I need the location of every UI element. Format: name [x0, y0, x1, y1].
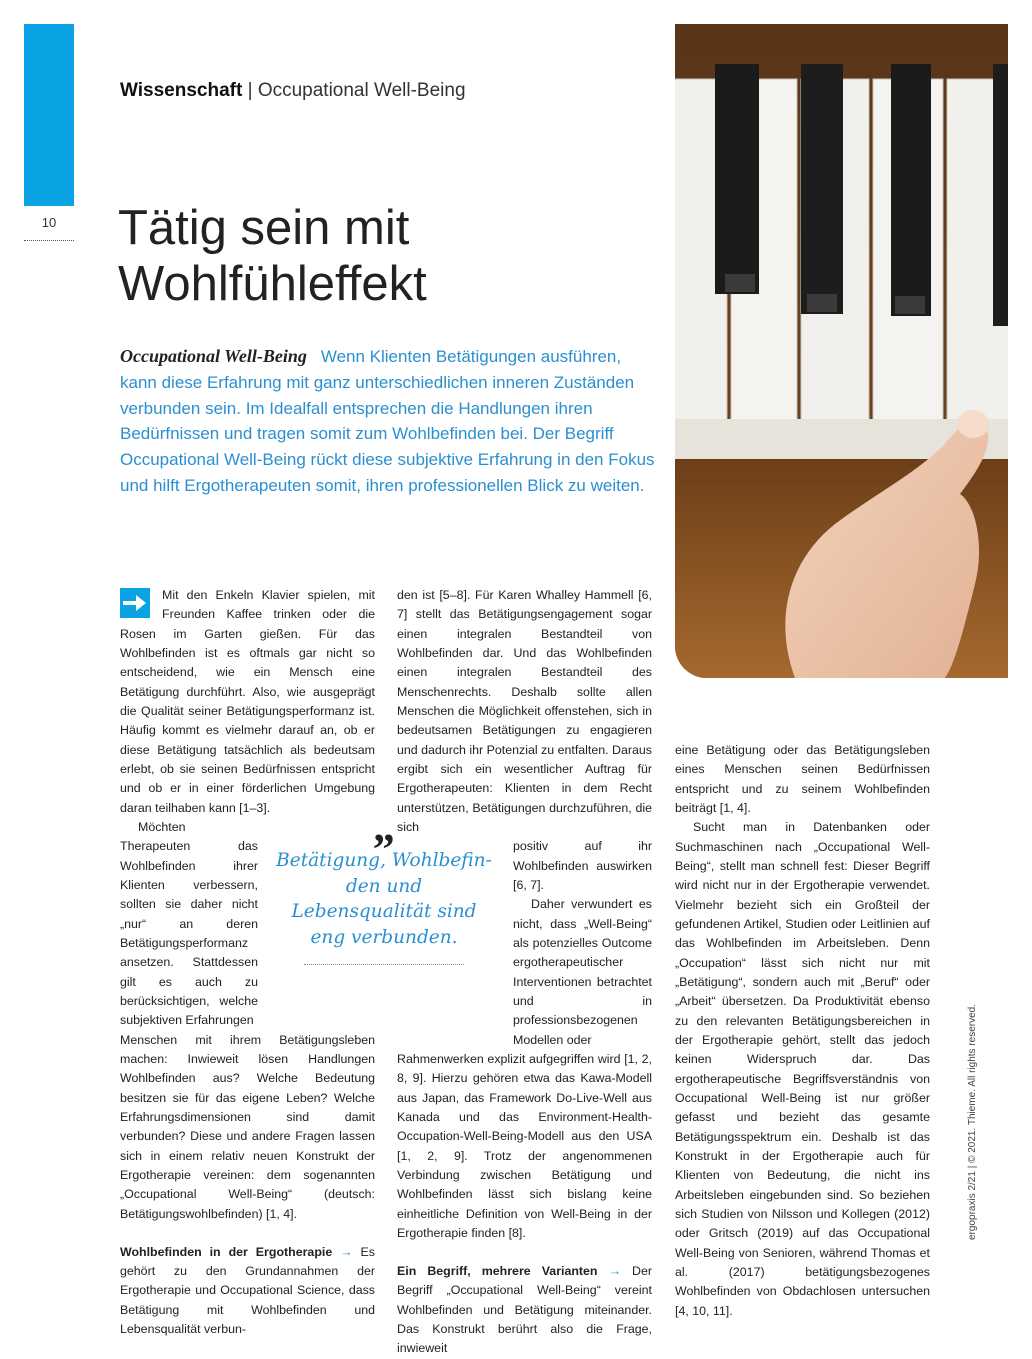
- section-topic: Occupational Well-Being: [257, 80, 466, 101]
- col2-paragraph-4: Rahmenwerken explizit aufgegriffen wird [1, 2, 8, 9]. Hierzu gehören etwa das Kawa-Modell aus Japan, das Framework Do-Live-Well aus Kanada und das Environment-Health-Occupation-Well-Being-Modell aus den USA [1, 2, 9]. Trotz der angenommenen Verbindung zwischen Betätigung und Wohlbefinden lässt sich bislang keine einheitliche Definition von Well-Being in der Ergotherapie finden [8].: [397, 1051, 652, 1240]
- lead-kicker: Occupational Well-Being: [120, 346, 307, 366]
- title-line-1: Tätig sein mit: [118, 201, 410, 255]
- pull-quote-text: Betätigung, Wohlbefin- den und Lebensqualität sind eng verbunden.: [276, 850, 492, 948]
- copyright-note: ergopraxis 2/21 | © 2021. Thieme. All rights reserved.: [967, 1003, 978, 1240]
- lead-text: Wenn Klienten Betätigungen ausführen, kann diese Erfahrung mit ganz unterschiedlichen inneren Zuständen verbunden sein. Im Idealfall entsprechen die Handlungen ihren Bedürfnissen und tragen somit zum Wohlbefinden bei. Der Begriff Occupational Well-Being rückt diese subjektive Erfahrung in den Fokus und hilft Ergotherapeuten somit, ihren professionellen Blick zu weiten.: [120, 347, 655, 495]
- piano-hand-photo: [675, 24, 1008, 678]
- section-color-bar: [24, 24, 74, 206]
- column-2: [397, 586, 652, 1359]
- section-separator: |: [247, 80, 253, 101]
- col2-heading-text: Der Begriff „Occupational Well-Being“ vereint Wohlbefinden und Betätigung miteinander. Das Konstrukt berührt also die Frage, inwieweit: [397, 1264, 652, 1356]
- col1-paragraph-3: Menschen mit ihrem Betätigungsleben machen: Inwieweit lösen Handlungen Wohlbefinden aus? Welche Bedeutung besitzen sie für das eigene Leben? Welche Erfahrungsdimensionen sind damit verbunden? Diese und andere Fragen lassen sich in einem relativ neuen Konstrukt der Ergotherapie vereinen: dem sogenannten „Occupational Well-Being“ (deutsch: Betätigungswohlbefinden) [1, 4].: [120, 1032, 375, 1221]
- col2-heading: Ein Begriff, mehrere Varianten: [397, 1264, 598, 1279]
- col1-heading: Wohlbefinden in der Ergotherapie: [120, 1244, 333, 1259]
- col1-paragraph-4: [120, 1243, 375, 1340]
- col1-paragraph-2: Möchten Therapeuten das Wohlbefinden ihrer Klienten verbessern, sollten sie daher nicht „nur“ an deren Betätigungsperformanz ansetzen. Stattdessen gilt es auch zu berücksichtigen, welche subjektiven Erfahrungen: [120, 819, 258, 1028]
- pull-quote: [276, 802, 492, 965]
- start-arrow-icon: [120, 588, 150, 618]
- section-label: Wissenschaft: [120, 80, 243, 101]
- section-header: [120, 80, 466, 102]
- column-3: [675, 741, 930, 1321]
- col2-paragraph-3: Daher verwundert es nicht, dass „Well-Being“ als potenzielles Outcome ergotherapeutischer Interventionen betrachtet und in professionsbezogenen Modellen oder: [513, 897, 652, 1047]
- col2-paragraph-5: [397, 1262, 652, 1359]
- col1-paragraph-1: Mit den Enkeln Klavier spielen, mit Freunden Kaffee trinken oder die Rosen im Garten gießen. Für das Wohlbefinden ist es oftmals gar nicht so entscheidend, wie ein Mensch eine Betätigung durchführt. Also, wie ausgeprägt die Qualität seiner Betätigungsperformanz ist. Häufig kommt es vielmehr darauf an, ob er diese Betätigung tatsächlich als bedeutsam erlebt, ob sie seinen Bedürfnissen entspricht und ob er in einer förderlichen Umgebung daran teilhaben kann [1–3].: [120, 588, 375, 815]
- page-number: 10: [41, 215, 57, 230]
- heading-arrow-icon: →: [340, 1244, 353, 1259]
- col2-paragraph-2: positiv auf ihr Wohlbefinden auswirken [6, 7].: [513, 839, 652, 892]
- piano-illustration: [675, 24, 1008, 678]
- col2-paragraph-1: den ist [5–8]. Für Karen Whalley Hammell [6, 7] stellt das Betätigungsengagement sogar einen integralen Bestandteil von Wohlbefinden dar. Und das Wohlbefinden einen integralen Bestandteil des Menschenrechts. Deshalb sollte allen Menschen die Möglichkeit offenstehen, sich in bedeutsamen Betätigungen zu engagieren und dadurch ihr Potenzial zu entfalten. Daraus ergibt sich ein wesentlicher Auftrag für Ergotherapeuten: Klienten in dem Recht unterstützen, Betätigungen durchzuführen, die sich: [397, 588, 652, 834]
- col1-heading-text: Es gehört zu den Grundannahmen der Ergotherapie und Occupational Science, dass Betätigung mit Wohlbefinden und Lebensqualität verbun-: [120, 1244, 375, 1337]
- pull-quote-divider: [304, 964, 464, 965]
- page-number-divider: [24, 240, 74, 241]
- heading-arrow-icon: →: [608, 1264, 621, 1279]
- article-title: [118, 200, 658, 312]
- col3-paragraph-1: eine Betätigung oder das Betätigungsleben eines Menschen seinen Bedürfnissen entspricht und zu seinem Wohlbefinden beiträgt [1, 4].: [675, 743, 930, 815]
- col3-paragraph-2: Sucht man in Datenbanken oder Suchmaschinen nach „Occupational Well-Being“, stellt man schnell fest: Dieser Begriff wird nicht nur in der Ergotherapie verwendet. Vielmehr bezieht sich ein Großteil der gefundenen Artikel, Studien oder Leitlinien auf das Wohlbefinden im Arbeitsleben. Denn „Occupation“ lässt sich nicht nur mit „Betätigung“, sondern auch mit „Beruf“ oder „Arbeit“ übersetzen. Da Produktivität ebenso zu den relevanten Betätigungsbereichen in der Ergotherapie gehört, stellt das jedoch keinen Widerspruch dar. Das ergotherapeutische Begriffsverständnis von Occupational Well-Being ist nur größer gefasst und bezieht das gesamte Betätigungsspektrum ein. Deshalb ist das Konstrukt in der Ergotherapie auch für Klienten von Bedeutung, die nicht ins Arbeitsleben eingebunden sind. So beziehen sich Studien von Nilsson und Kollegen (2012) oder Gritsch (2019) auf das Occupational Well-Being von Senioren, während Thomas et al. (2017) betätigungsbezogenes Wohlbefinden von Obdachlosen untersuchen [4, 10, 11].: [675, 820, 930, 1318]
- article-lead: [120, 344, 655, 499]
- title-line-2: Wohlfühleffekt: [118, 257, 427, 311]
- quote-mark-icon: „: [373, 802, 395, 851]
